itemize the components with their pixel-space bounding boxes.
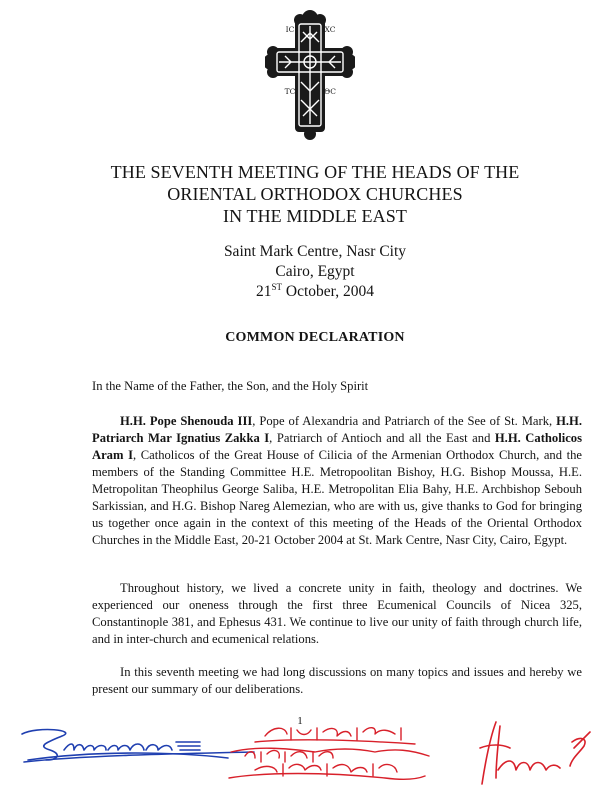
venue-block [40,242,590,302]
intro-paragraph [92,413,582,549]
document-title [40,161,590,227]
declaration-heading: COMMON DECLARATION [225,330,405,345]
venue-city: Cairo, Egypt [275,263,355,280]
signatory-name-1: H.H. Pope Shenouda III [120,414,253,428]
title-line-1: THE SEVENTH MEETING OF THE HEADS OF THE [110,162,520,182]
history-paragraph: Throughout history, we lived a concrete unity in faith, theology and doctrines. We experienced our oneness through the first three Ecumenical Councils of Nicea 325, Constantinople 381, and Ephesus 431. We continue to live our unity of faith through church life, and in inter-church and ecumenical relations. [92,581,582,646]
date-suffix: ST [271,282,283,292]
emblem-letter-ic: IC [285,25,295,34]
invocation-paragraph: In the Name of the Father, the Son, and the Holy Spirit [92,379,369,393]
signature-aram [476,718,594,788]
emblem-letter-tc: TC [284,87,296,96]
intro-text-2: , Patriarch of Antioch and all the East and [269,431,495,445]
cross-emblem-icon [265,10,355,140]
intro-text-1: , Pope of Alexandria and Patriarch of the See of St. Mark, [252,414,557,428]
date-day: 21 [256,283,272,300]
signatory-name-2: H.H. Patriarch Mar Ignatius Zakka I [92,414,582,445]
discussions-paragraph: In this seventh meeting we had long discussions on many topics and issues and hereby we present our summary of our deliberations. [92,665,582,696]
title-line-3: IN THE MIDDLE EAST [223,206,407,226]
venue-name: Saint Mark Centre, Nasr City [223,243,407,260]
signatory-name-3: H.H. Catholicos Aram I [92,431,582,462]
emblem-letter-xc: XC [324,25,336,34]
page-number: 1 [297,715,303,727]
signature-zakka [225,722,435,787]
signature-shenouda [18,720,258,765]
emblem-letter-thetac: ΘC [324,87,336,96]
intro-text-3: , Catholicos of the Great House of Cilicia of the Armenian Orthodox Church, and the members of the Standing Committee H.E. Metropoolitan Bishoy, H.G. Bishop Moussa, H.E. Metropolitan Theophilus George Saliba, H.E. Metropolitan Elia Bahy, H.E. Archbishop Sebouh Sarkissian, and H.G. Bishop Nareg Alemezian, who are with us, give thanks to God for bringing us together once again in the context of this meeting of the Heads of the Oriental Orthodox Churches in the Middle East, 20-21 October 2004 at St. Mark Centre, Nasr City, Cairo, Egypt. [92,448,582,547]
meeting-date [40,282,590,302]
title-line-2: ORIENTAL ORTHODOX CHURCHES [167,184,463,204]
date-rest: October, 2004 [285,283,374,300]
